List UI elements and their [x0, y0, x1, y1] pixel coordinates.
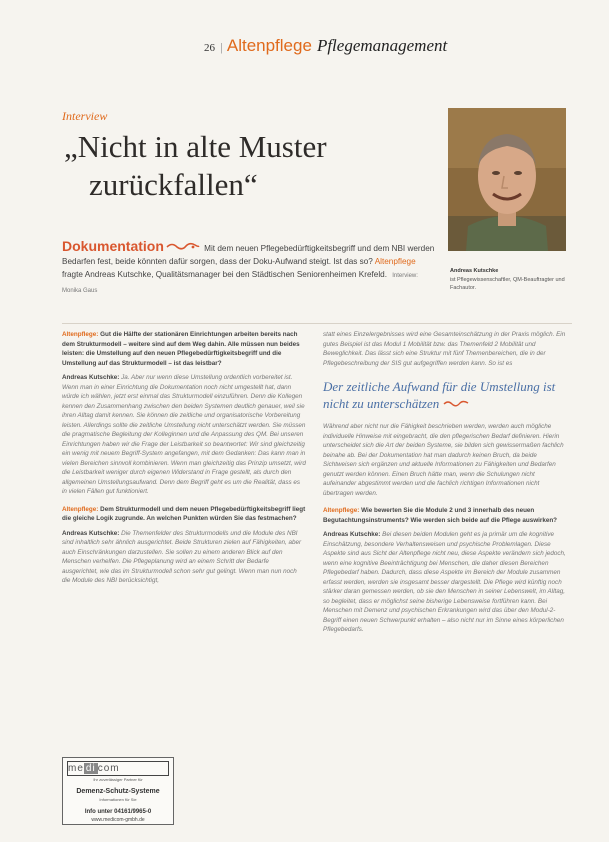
answer-1	[62, 373, 306, 497]
question-label: Altenpflege:	[62, 505, 99, 513]
portrait-photo	[448, 108, 566, 251]
divider-line	[62, 323, 572, 324]
body-column-left	[62, 330, 306, 591]
magazine-name: Altenpflege	[226, 36, 312, 55]
teaser-label: Dokumentation	[62, 238, 164, 254]
logo-part: di	[85, 763, 96, 774]
logo-part: me	[68, 763, 84, 774]
photo-caption-role: ist Pflegewissenschaftler, QM-Beauftragter und Fachautor.	[450, 277, 565, 291]
photo-caption-name: Andreas Kutschke	[450, 268, 499, 274]
answer-speaker: Andreas Kutschke:	[62, 374, 120, 381]
question-3	[323, 506, 567, 525]
teaser-magazine: Altenpflege	[374, 257, 416, 267]
ad-headline: Demenz-Schutz-Systeme	[76, 788, 160, 795]
teaser-text-2: fragte Andreas Kutschke, Qualitätsmanager bei den Städtischen Seniorenheimen Krefeld.	[62, 270, 387, 280]
article-teaser	[62, 240, 436, 298]
swirl-ornament-icon	[166, 242, 200, 255]
teaser-author: Interview: Monika Gaus	[62, 273, 418, 295]
answer-text: Ja. Aber nur wenn diese Umstellung ordentlich vorbereitet ist. Wenn man in einer Einrichtung die Dokumentation noch nicht umgestellt hat, dann würde ich wählen, jetzt erst einmal das Strukturmodell einzuführen. Denn die Kollegen kennen den Zusammenhang zwischen den beiden Systemen deutlich genauer, weil sie ihren Alltag damit kennen. Sie können die zeitliche und organisatorische Vorbereitung leisten. Allerdings sollte die zeitliche Umstellung nicht unterschätzt werden. Sie müssen die pragmatische Begleitung der Kolleginnen und die Anpassung des QM. Bei unseren Einrichtungen haben wir die Frage der Leistbarkeit so beantwortet: Wir sind gleichzeitig ein wenig mit neuem Begriff-System angefangen, mit dem Gedanken: Das kann man in vielen Bereichen sinnvoll kombinieren. Wenn man gleichzeitig das Prinzip umsetzt, wird die Leistbarkeit weniger durch eigenen Widerstand in Frage gestellt, als durch den allgemeinen Umstellungsaufwand. Denn dem Begriff geht es um die Realität, dass es in vielen Fällen gut funktioniert.	[62, 374, 306, 495]
answer-continued: statt eines Einzelergebnisses wird eine Gesamteinschätzung in der Praxis möglich. Ein gutes Beispiel ist das Modul 1 Mobilität bzw. das Themenfeld 2 Mobilität und Beweglichkeit. Das lässt sich eine Struktur mit fünf Themenbereichen, die in der Pflegebeschreibung der SIS gut aufgegriffen werden kann. So ist es	[323, 331, 566, 367]
logo-part: com	[97, 763, 120, 774]
section-title: Pflegemanagement	[316, 36, 448, 55]
question-text: Dem Strukturmodell und dem neuen Pflegebedürftigkeitsbegriff liegt die gleiche Logik zugrunde. An welchen Punkten würden Sie das festmachen?	[62, 505, 306, 522]
question-label: Altenpflege:	[323, 507, 360, 514]
ad-phone: Info unter 04161/9965-0	[84, 809, 152, 815]
question-text: Wie bewerten Sie die Module 2 und 3 innerhalb des neuen Begutachtungsinstruments? Wie werden sich beide auf die Pflege auswirken?	[323, 507, 558, 524]
answer-paragraph: Während aber nicht nur die Fähigkeit beschrieben werden, werden auch mögliche individuelle Hinweise mit eingebracht, die den pflegerischen Bedarf definieren. Hierin unterscheidet sich die Art der beiden Systeme, sie bilden sich gewissermaßen fachlich beinahe ab. Bei der Dokumentation hat man dadurch keinen Bruch, da beide Sichtweisen sich ergänzen und aktuelle Informationen zu Fähigkeiten und Bedarfen genutzt werden können. Einen Bruch hätte man, wenn die Schulungen nicht aufeinander abgestimmt werden und die fachlich richtigen Informationen nicht übertragen werden.	[323, 423, 564, 497]
ad-line-1: Ihr zuverlässiger Partner für	[93, 777, 143, 782]
title-line-2: zurückfallen“	[89, 167, 258, 202]
page-number: 26	[204, 42, 215, 54]
header-separator: |	[220, 42, 223, 54]
question-2	[62, 505, 306, 524]
question-label: Altenpflege:	[62, 331, 99, 338]
advertisement[interactable]	[62, 757, 174, 825]
answer-2	[62, 529, 306, 586]
swirl-ornament-icon	[443, 396, 469, 411]
body-column-right	[323, 330, 567, 640]
pull-quote	[323, 378, 567, 412]
pull-quote-text: Der zeitliche Aufwand für die Umstellung ist nicht zu unterschätzen	[323, 379, 556, 411]
answer-speaker: Andreas Kutschke:	[62, 529, 120, 537]
ad-line-3: Informationen für Sie	[99, 797, 137, 802]
question-text: Gut die Hälfte der stationären Einrichtungen arbeiten bereits nach dem Strukturmodell – weitere sind auf dem Weg dahin. Alle müssen nun beides leisten: die Umstellung auf den neuen Pflegebedürftigkeitsbegriff und die Umstellung auf das Strukturmodell – ist das leistbar?	[62, 331, 300, 367]
ad-website[interactable]: www.medicom-gmbh.de	[91, 817, 145, 823]
teaser-text-1: Mit dem neuen Pflegebedürftigkeitsbegriff und dem NBI werden Bedarfen fest, beide könnten dafür sorgen, dass der Doku-Aufwand steigt. Ist das so?	[62, 244, 435, 267]
question-1	[62, 330, 306, 368]
answer-3	[323, 530, 567, 635]
answer-text: Bei diesen beiden Modulen geht es ja primär um die kognitive Einschätzung, besondere Verhaltensweisen und psychische Problemlagen. Diese Aspekte sind aus Sicht der Altenpflege nicht neu, diese Aspekte verändern sich jedoch, wenn eine kognitive Beeinträchtigung bei Menschen, die daher diesen Bereichen Pflegebedarf haben. Dadurch, dass diese Aspekte im Bereich der Module zusammen erfasst werden, werden sie insgesamt besser dargestellt. Die Pflege wird künftig noch stärker daran gemessen werden, ob sie den Menschen in seiner Lebenswelt, im Alltag, so begleitet, dass er möglichst seine bisherige Lebensweise fortführen kann. Bei Menschen mit Demenz und psychischen Erkrankungen wird das über den Modul-2-Begriff einen neuen Schwerpunkt erhalten – also nicht nur im Sinne eines körperlichen Pflegebedarfs.	[323, 531, 566, 633]
ad-logo	[67, 761, 169, 776]
answer-text: Die Themenfelder des Strukturmodells und die Module des NBI sind inhaltlich sehr ähnlich ausgerichtet. Beide Strukturen zielen auf Fähigkeiten, aber auch Einschränkungen darzustellen. Sie sollen zu einem anderen Blick auf den Menschen verhelfen. Die Pflegeplanung wird an einem Schritt der Bedarfe ausgerichtet, wie das im Strukturmodell schon sehr gut gelingt. Wenn man nun noch die Module des NBI berücksichtigt,	[62, 529, 302, 584]
page-header	[204, 36, 447, 56]
article-kicker: Interview	[62, 109, 108, 123]
title-line-1: „Nicht in alte Muster	[64, 129, 327, 164]
article-title	[64, 128, 394, 204]
answer-speaker: Andreas Kutschke:	[323, 531, 381, 538]
